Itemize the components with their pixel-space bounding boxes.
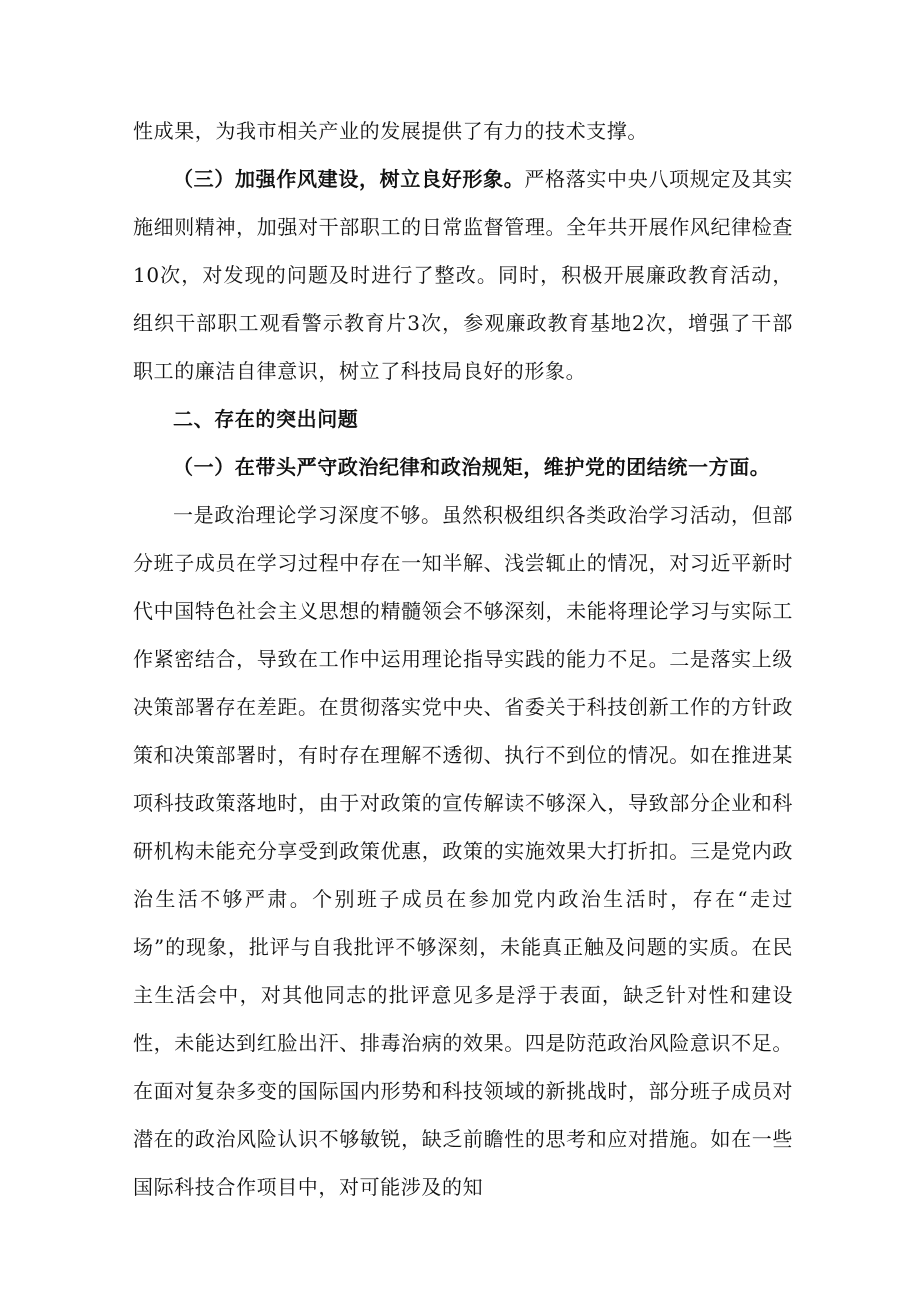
subheading-political-discipline: （一）在带头严守政治纪律和政治规矩，维护党的团结统一方面。 (173, 455, 771, 479)
paragraph-continuation: 性成果，为我市相关产业的发展提供了有力的技术支撑。 (133, 119, 648, 143)
paragraph-problems: 一是政治理论学习深度不够。虽然积极组织各类政治学习活动，但部分班子成员在学习过程中存在一知半解、浅尝辄止的情况，对习近平新时代中国特色社会主义思想的精髓领会不够深刻，未能将理论学习与实际工作紧密结合，导致在工作中运用理论指导实践的能力不足。二是落实上级决策部署存在差距。在贯彻落实党中央、省委关于科技创新工作的方针政策和决策部署时，有时存在理解不透彻、执行不到位的情况。如在推进某项科技政策落地时，由于对政策的宣传解读不够深入，导致部分企业和科研机构未能充分享受到政策优惠，政策的实施效果大打折扣。三是党内政治生活不够严肃。个别班子成员在参加党内政治生活时，存在“走过场”的现象，批评与自我批评不够深刻，未能真正触及问题的实质。在民主生活会中，对其他同志的批评意见多是浮于表面，缺乏针对性和建设性，未能达到红脸出汗、排毒治病的效果。四是防范政治风险意识不足。在面对复杂多变的国际国内形势和科技领域的新挑战时，部分班子成员对潜在的政治风险认识不够敏锐，缺乏前瞻性的思考和应对措施。如在一些国际科技合作项目中，对可能涉及的知 (133, 503, 793, 1199)
heading-problems: 二、存在的突出问题 (173, 407, 359, 431)
section-3-text: 严格落实中央八项规定及其实施细则精神，加强对干部职工的日常监督管理。全年共开展作风纪律检查10次，对发现的问题及时进行了整改。同时，积极开展廉政教育活动，组织干部职工观看警示教育片3次，参观廉政教育基地2次，增强了干部职工的廉洁自律意识，树立了科技局良好的形象。 (133, 167, 793, 383)
paragraph-section-3 (133, 155, 793, 395)
section-3-heading: （三）加强作风建设，树立良好形象。 (173, 167, 525, 191)
